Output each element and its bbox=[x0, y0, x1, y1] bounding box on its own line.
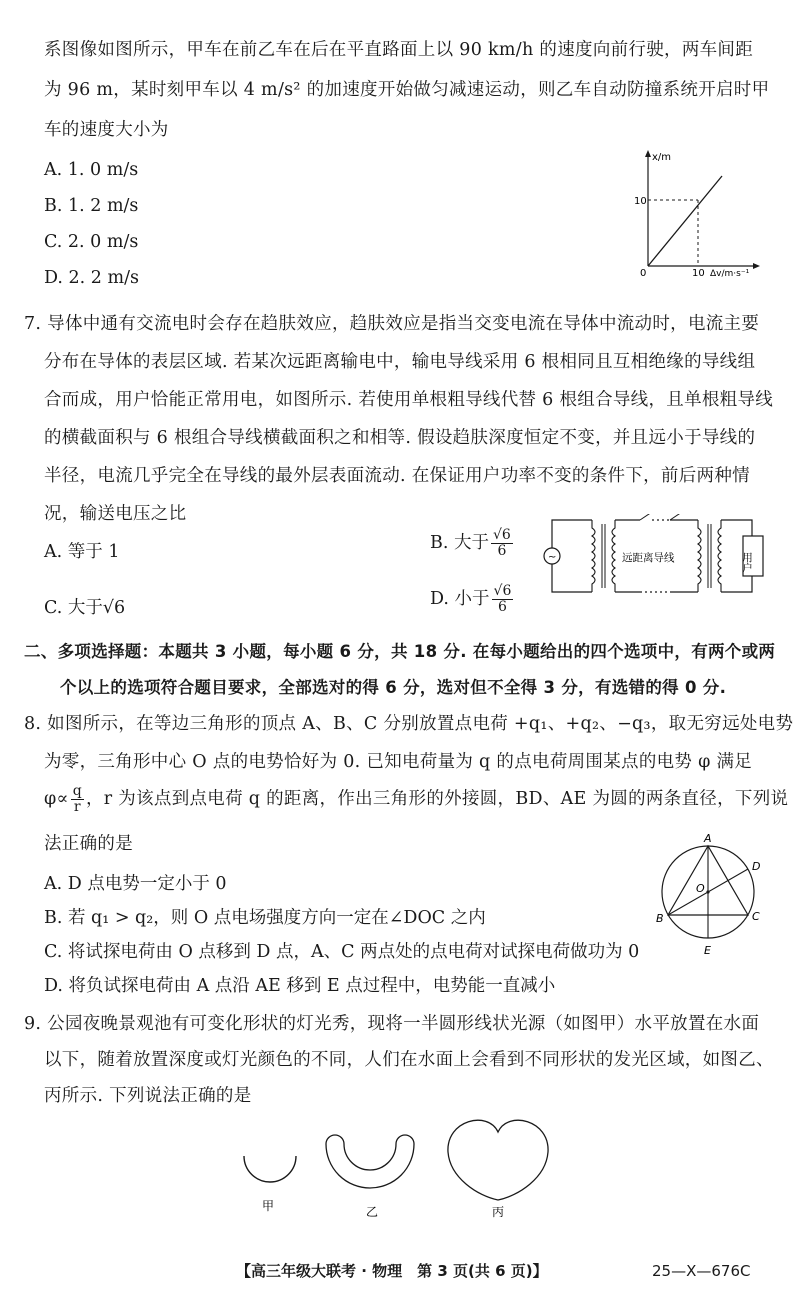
q7-line-3: 合而成，用户恰能正常用电，如图所示. 若使用单根粗导线代替 6 根组合导线，且单根粗导线 bbox=[44, 390, 774, 410]
q6-option-d: D. 2. 2 m/s bbox=[44, 268, 139, 288]
graph-y-tick: 10 bbox=[634, 196, 647, 207]
user-label: 用户 bbox=[741, 552, 753, 573]
long-distance-line-label: 远距离导线 bbox=[622, 552, 675, 564]
step-down-secondary-coil bbox=[718, 520, 721, 592]
q8-frac-den: r bbox=[73, 799, 81, 815]
q7-option-d-den: 6 bbox=[498, 599, 507, 615]
q8-line-2: 为零，三角形中心 O 点的电势恰好为 0. 已知电荷量为 q 的点电荷周围某点的电势 φ 满足 bbox=[44, 752, 753, 772]
graph-y-label: x/m bbox=[652, 152, 672, 163]
q7-line-1: 7. 导体中通有交流电时会存在趋肤效应，趋肤效应是指当交变电流在导体中流动时，电流主要 bbox=[24, 314, 760, 334]
q7-line-5: 半径，电流几乎完全在导线的最外层表面流动. 在保证用户功率不变的条件下，前后两种情 bbox=[44, 466, 750, 486]
shape-yi-band bbox=[326, 1135, 414, 1188]
q8-option-a: A. D 点电势一定小于 0 bbox=[44, 874, 227, 894]
q8-line-3-prefix: φ∝ bbox=[44, 789, 69, 809]
shape-bing-heart bbox=[448, 1120, 548, 1200]
q7-option-c-value: √6 bbox=[102, 598, 126, 618]
point-D-label: D bbox=[752, 860, 761, 873]
step-up-primary-coil bbox=[592, 520, 595, 592]
q8-triangle-circle-diagram bbox=[652, 830, 772, 960]
section2-line-1: 二、多项选择题：本题共 3 小题，每小题 6 分，共 18 分. 在每小题给出的四个选项中，有两个或两 bbox=[24, 642, 776, 661]
q6-option-b: B. 1. 2 m/s bbox=[44, 196, 139, 216]
q6-line-2: 为 96 m，某时刻甲车以 4 m/s² 的加速度开始做匀减速运动，则乙车自动防撞系统开启时甲 bbox=[44, 80, 770, 100]
q8-option-d: D. 将负试探电荷由 A 点沿 AE 移到 E 点过程中，电势能一直减小 bbox=[44, 976, 556, 996]
q6-option-a: A. 1. 0 m/s bbox=[44, 160, 139, 180]
graph-x-tick: 10 bbox=[692, 268, 705, 278]
q7-option-d-prefix: D. 小于 bbox=[430, 589, 490, 609]
q7-option-d bbox=[430, 584, 515, 615]
q8-option-b: B. 若 q₁ > q₂，则 O 点电场强度方向一定在∠DOC 之内 bbox=[44, 908, 486, 928]
footer-code: 25—X—676C bbox=[652, 1262, 751, 1280]
point-C-label: C bbox=[752, 910, 760, 923]
q6-x-dv-graph bbox=[630, 148, 770, 278]
q8-line-4: 法正确的是 bbox=[44, 834, 133, 854]
q9-line-1: 9. 公园夜晚景观池有可变化形状的灯光秀，现将一半圆形线状光源（如图甲）水平放置在水面 bbox=[24, 1014, 760, 1034]
q8-option-c: C. 将试探电荷由 O 点移到 D 点，A、C 两点处的点电荷对试探电荷做功为 0 bbox=[44, 942, 640, 962]
section2-line-2: 个以上的选项符合题目要求，全部选对的得 6 分，选对但不全得 3 分，有选错的得 0 分. bbox=[60, 678, 727, 697]
q7-line-4: 的横截面积与 6 根组合导线横截面积之和相等. 假设趋肤深度恒定不变，并且远小于导线的 bbox=[44, 428, 756, 448]
q9-line-3: 丙所示. 下列说法正确的是 bbox=[44, 1086, 252, 1106]
q9-light-shapes bbox=[230, 1116, 560, 1226]
shape-yi-label: 乙 bbox=[366, 1205, 379, 1219]
q7-option-b-prefix: B. 大于 bbox=[430, 533, 489, 553]
footer-center: 【高三年级大联考 · 物理 第 3 页(共 6 页)】 bbox=[236, 1262, 548, 1280]
q6-line-3: 车的速度大小为 bbox=[44, 120, 169, 140]
q8-frac-num: q bbox=[72, 783, 82, 799]
q8-line-3-suffix: ，r 为该点到点电荷 q 的距离，作出三角形的外接圆，BD、AE 为圆的两条直径，下列说 bbox=[85, 789, 789, 809]
graph-x-label: Δv/m·s⁻¹ bbox=[710, 269, 750, 278]
point-A-label: A bbox=[704, 832, 712, 845]
q6-option-c: C. 2. 0 m/s bbox=[44, 232, 139, 252]
q7-option-b-den: 6 bbox=[497, 543, 507, 559]
q7-option-a: A. 等于 1 bbox=[44, 542, 120, 562]
q9-line-2: 以下，随着放置深度或灯光颜色的不同，人们在水面上会看到不同形状的发光区域，如图乙、 bbox=[44, 1050, 774, 1070]
q7-option-c bbox=[44, 596, 125, 620]
graph-line bbox=[648, 176, 722, 266]
q7-transmission-diagram bbox=[540, 514, 772, 598]
step-up-secondary-coil bbox=[612, 520, 615, 592]
shape-bing-label: 丙 bbox=[492, 1205, 505, 1219]
q7-line-6: 况，输送电压之比 bbox=[44, 504, 187, 524]
q7-option-d-num: √6 bbox=[493, 583, 512, 599]
q6-line-1: 系图像如图所示，甲车在前乙车在后在平直路面上以 90 km/h 的速度向前行驶，两车间距 bbox=[44, 40, 754, 60]
q8-line-3 bbox=[44, 784, 788, 815]
svg-text:~: ~ bbox=[548, 552, 557, 563]
q7-option-c-prefix: C. 大于 bbox=[44, 598, 103, 618]
q7-option-b bbox=[430, 528, 515, 559]
q7-line-2: 分布在导体的表层区域. 若某次远距离输电中，输电导线采用 6 根相同且互相绝缘的导线组 bbox=[44, 352, 756, 372]
step-down-primary-coil bbox=[698, 520, 701, 592]
q8-line-1: 8. 如图所示，在等边三角形的顶点 A、B、C 分别放置点电荷 +q₁、+q₂、−q₃，取无穷远处电势 bbox=[24, 714, 794, 734]
graph-origin: 0 bbox=[640, 268, 647, 278]
point-O-label: O bbox=[696, 882, 705, 895]
shape-jia-label: 甲 bbox=[262, 1199, 275, 1213]
shape-jia-semicircle bbox=[244, 1156, 296, 1182]
q7-option-b-num: √6 bbox=[493, 527, 511, 543]
point-E-label: E bbox=[704, 944, 711, 957]
point-B-label: B bbox=[656, 912, 664, 925]
